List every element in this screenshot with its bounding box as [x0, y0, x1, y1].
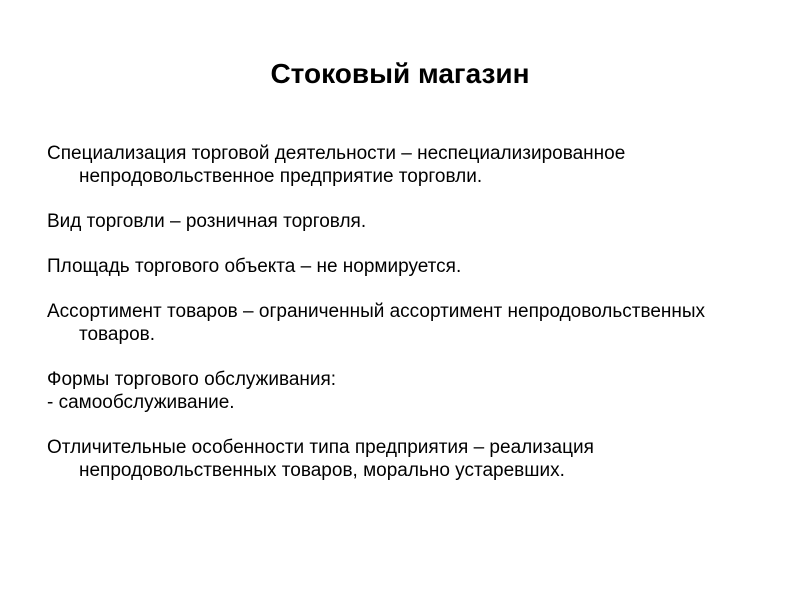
slide-body — [47, 142, 767, 482]
paragraph-assortment: Ассортимент товаров – ограниченный ассортимент непродовольственных товаров. — [47, 301, 706, 345]
slide-title: Стоковый магазин — [270, 58, 530, 89]
paragraph-trade-type: Вид торговли – розничная торговля. — [47, 211, 367, 232]
paragraph-specialization: Специализация торговой деятельности – неспециализированное непродовольственное предприятие торговли. — [47, 143, 626, 187]
paragraph-area: Площадь торгового объекта – не нормируется. — [47, 256, 462, 277]
paragraph-self-service: - самообслуживание. — [47, 392, 235, 413]
paragraph-distinctive-features: Отличительные особенности типа предприятия – реализация непродовольственных товаров, морально устаревших. — [47, 437, 594, 481]
paragraph-service-forms: Формы торгового обслуживания: — [47, 369, 337, 390]
